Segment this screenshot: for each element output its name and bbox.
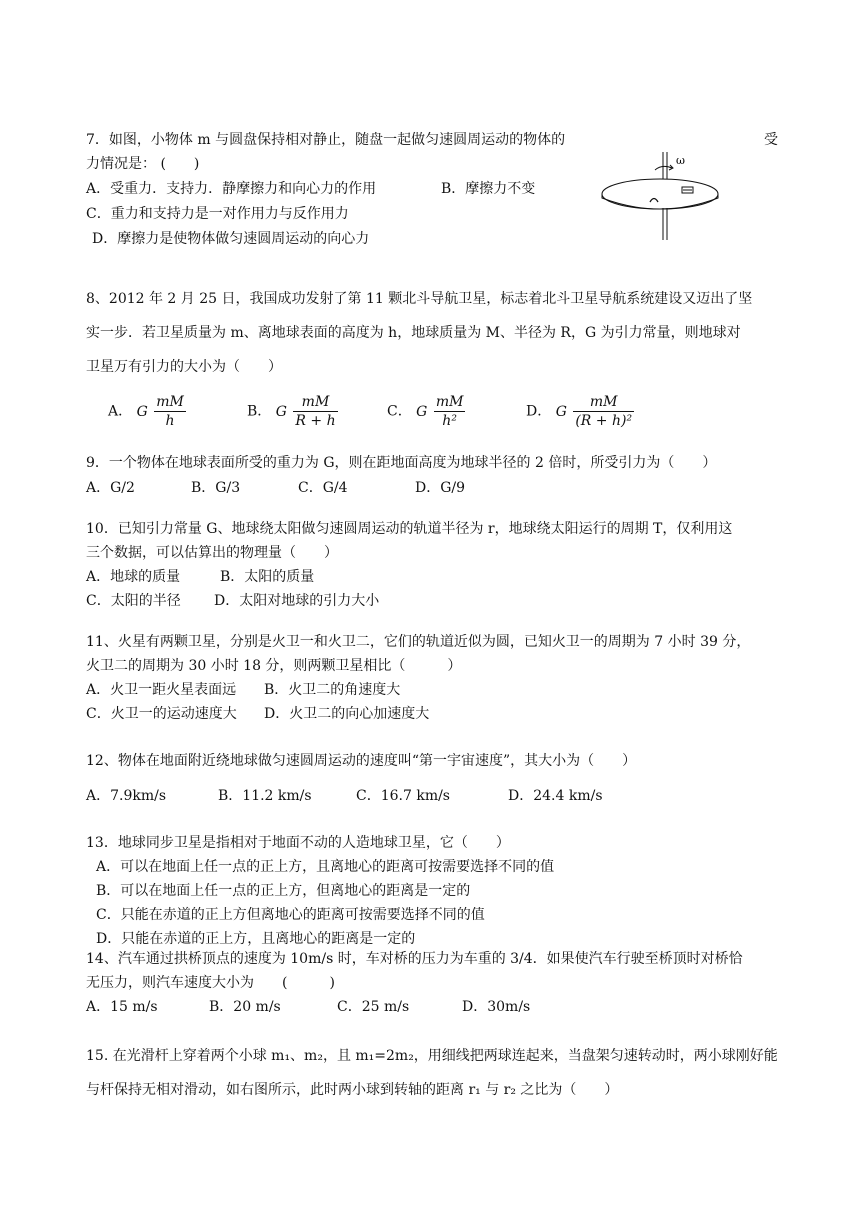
- q8-option-b-denominator: R + h: [295, 413, 336, 429]
- q10-option-d: D．太阳对地球的引力大小: [214, 593, 380, 609]
- q13-option-c: C．只能在赤道的正上方但离地心的距离可按需要选择不同的值: [96, 907, 485, 923]
- q12-option-c: C．16.7 km/s: [356, 788, 450, 804]
- q12-option-b: B．11.2 km/s: [218, 788, 312, 804]
- q8-option-b-g: G: [275, 403, 287, 420]
- q12-option-a: A．7.9km/s: [86, 788, 167, 804]
- q8-option-c-fraction: [434, 393, 466, 430]
- q8-option-a-fraction: [154, 393, 186, 430]
- q11-line1: 11、火星有两颗卫星，分别是火卫一和火卫二，它们的轨道近似为圆，已知火卫一的周期为 7 小时 39 分，: [86, 634, 751, 650]
- q15-line2: 与杆保持无相对滑动，如右图所示，此时两小球到转轴的距离 r₁ 与 r₂ 之比为（ ）: [86, 1082, 619, 1098]
- q7-option-a: A．受重力．支持力．静摩擦力和向心力的作用: [86, 181, 377, 197]
- q9-option-b: B．G/3: [191, 480, 241, 496]
- q7-option-b: B．摩擦力不变: [441, 181, 536, 197]
- q8-option-d-numerator: mM: [573, 393, 634, 412]
- q13-stem: 13．地球同步卫星是指相对于地面不动的人造地球卫星，它（ ）: [86, 835, 510, 851]
- q11-option-d: D．火卫二的向心加速度大: [264, 706, 430, 722]
- q11-line2: 火卫二的周期为 30 小时 18 分，则两颗卫星相比（ ）: [86, 658, 462, 674]
- q13-option-d: D．只能在赤道的正上方，且离地心的距离是一定的: [96, 931, 416, 947]
- q7-stem-line1: 7．如图，小物体 m 与圆盘保持相对静止，随盘一起做匀速圆周运动的物体的: [86, 132, 566, 148]
- q8-option-c-numerator: mM: [435, 394, 464, 410]
- q7-stem-line2: 力情况是： ( ): [86, 156, 200, 172]
- q8-option-b-numerator: mM: [293, 393, 337, 412]
- q9-stem: 9．一个物体在地球表面所受的重力为 G，则在距地面高度为地球半径的 2 倍时，所受引力为（ ）: [86, 455, 717, 471]
- q8-option-a-denominator: h: [165, 413, 175, 429]
- q7-option-d: D．摩擦力是使物体做匀速圆周运动的向心力: [92, 231, 370, 247]
- q11-option-b: B．火卫二的角速度大: [264, 682, 401, 698]
- q10-option-a: A．地球的质量: [86, 569, 181, 585]
- q9-option-a: A．G/2: [86, 480, 135, 496]
- q8-option-c-label: C．: [387, 403, 412, 420]
- q8-option-d-g: G: [555, 403, 567, 420]
- q12-stem: 12、物体在地面附近绕地球做匀速圆周运动的速度叫“第一宇宙速度”，其大小为（ ）: [86, 753, 637, 769]
- q8-option-b-fraction: [293, 393, 337, 430]
- omega-label: ω: [676, 154, 685, 167]
- q8-option-b: [247, 393, 338, 430]
- q9-option-c: C．G/4: [298, 480, 348, 496]
- q15-line1: 15. 在光滑杆上穿着两个小球 m₁、m₂，且 m₁=2m₂，用细线把两球连起来，当盘架匀速转动时，两小球刚好能: [86, 1048, 778, 1064]
- q13-option-b: B．可以在地面上任一点的正上方，但离地心的距离是一定的: [96, 883, 471, 899]
- q11-option-c: C．火卫一的运动速度大: [86, 706, 237, 722]
- q10-line2: 三个数据，可以估算出的物理量（ ）: [86, 545, 338, 561]
- q8-option-d-label: D．: [526, 403, 552, 420]
- q8-option-d-fraction: [573, 393, 634, 430]
- q8-line1: 8、2012 年 2 月 25 日，我国成功发射了第 11 颗北斗导航卫星，标志着北斗卫星导航系统建设又迈出了坚: [86, 291, 753, 307]
- q8-option-c-denominator: h²: [442, 413, 457, 429]
- q8-option-c: [387, 393, 465, 430]
- q8-line3: 卫星万有引力的大小为（ ）: [86, 359, 282, 375]
- q7-stem-tail: 受: [764, 132, 778, 148]
- q14-option-c: C．25 m/s: [337, 999, 410, 1015]
- q13-option-a: A．可以在地面上任一点的正上方，且离地心的距离可按需要选择不同的值: [96, 859, 555, 875]
- q10-line1: 10．已知引力常量 G、地球绕太阳做匀速圆周运动的轨道半径为 r，地球绕太阳运行的周期 T，仅利用这: [86, 521, 733, 537]
- q14-option-d: D．30m/s: [462, 999, 531, 1015]
- q14-line2: 无压力，则汽车速度大小为 ( ): [86, 975, 335, 991]
- q14-option-a: A．15 m/s: [86, 999, 158, 1015]
- q8-option-a-label: A．: [108, 403, 133, 420]
- q8-option-a-numerator: mM: [156, 394, 184, 410]
- q10-option-c: C．太阳的半径: [86, 593, 181, 609]
- q8-option-d-denominator: (R + h)²: [575, 413, 633, 429]
- q12-option-d: D．24.4 km/s: [508, 788, 603, 804]
- q8-option-c-g: G: [416, 403, 428, 420]
- q9-option-d: D．G/9: [415, 480, 466, 496]
- rotating-disk-figure: [600, 150, 720, 245]
- q8-option-a-g: G: [136, 403, 148, 420]
- q7-option-c: C．重力和支持力是一对作用力与反作用力: [86, 206, 349, 222]
- q14-option-b: B．20 m/s: [209, 999, 281, 1015]
- q14-line1: 14、汽车通过拱桥顶点的速度为 10m/s 时，车对桥的压力为车重的 3/4．如果使汽车行驶至桥顶时对桥恰: [86, 951, 743, 967]
- q11-option-a: A．火卫一距火星表面远: [86, 682, 237, 698]
- q8-option-d: [526, 393, 634, 430]
- q10-option-b: B．太阳的质量: [220, 569, 315, 585]
- q8-option-b-label: B．: [247, 403, 272, 420]
- q8-line2: 实一步．若卫星质量为 m、离地球表面的高度为 h，地球质量为 M、半径为 R，G 为引力常量，则地球对: [86, 325, 741, 341]
- q8-option-a: [108, 393, 186, 430]
